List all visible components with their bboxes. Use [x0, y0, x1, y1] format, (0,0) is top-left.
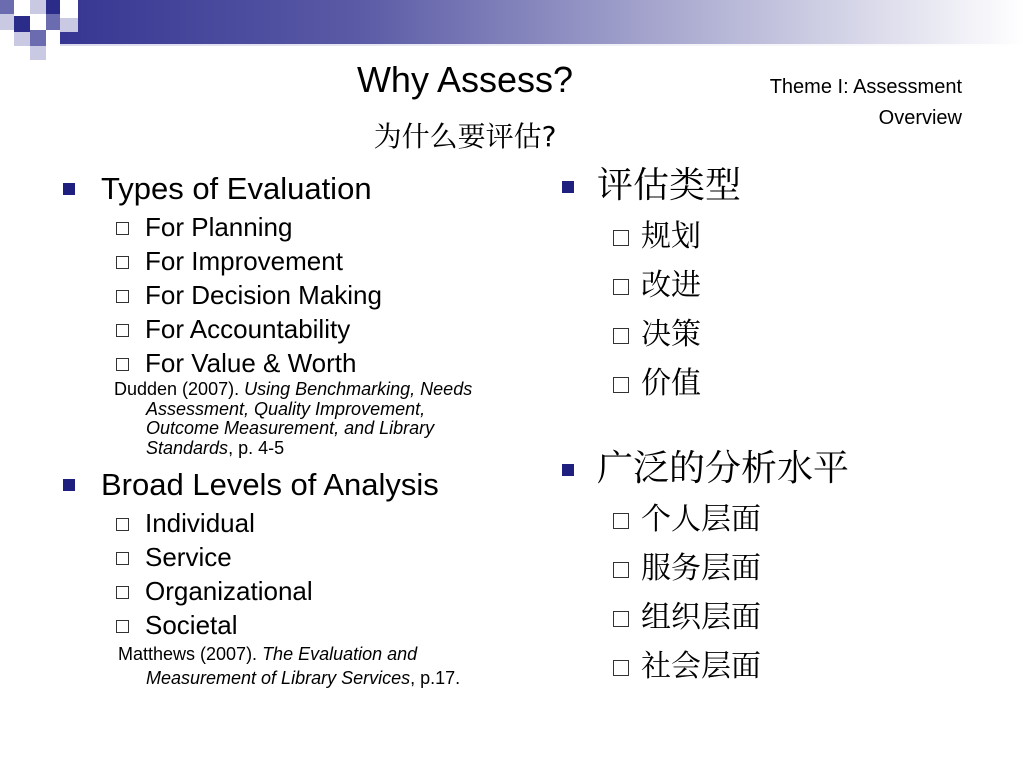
list-item — [556, 544, 976, 593]
hollow-box-bullet-icon — [613, 660, 629, 676]
hollow-box-bullet-icon — [116, 256, 129, 269]
hollow-box-bullet-icon — [116, 222, 129, 235]
hollow-box-bullet-icon — [613, 279, 629, 295]
theme-label-line2: Overview — [878, 107, 962, 129]
hollow-box-bullet-icon — [116, 358, 129, 371]
citation-author: Dudden (2007). — [114, 379, 245, 399]
list-item-text: 服务层面 — [641, 551, 761, 586]
list-item — [60, 608, 530, 642]
square-bullet-icon — [562, 181, 574, 193]
hollow-box-bullet-icon — [116, 586, 129, 599]
citation-title-line: Assessment, Quality Improvement, — [146, 398, 426, 419]
hollow-box-bullet-icon — [613, 562, 629, 578]
list-item-text: 个人层面 — [641, 502, 761, 537]
citation-title: The Evaluation and — [262, 644, 418, 664]
list-item-text: Societal — [145, 610, 238, 640]
list-item — [556, 359, 976, 408]
heading-text: 评估类型 — [597, 165, 742, 206]
theme-label — [702, 72, 962, 134]
square-bullet-icon — [63, 479, 75, 491]
list-item — [556, 593, 976, 642]
list-item — [556, 642, 976, 691]
right-column — [556, 160, 976, 691]
list-item — [556, 212, 976, 261]
dudden-citation — [60, 380, 530, 458]
list-item — [60, 506, 530, 540]
heading-text: Broad Levels of Analysis — [101, 467, 439, 502]
citation-title-line: Standards, p. 4-5 — [146, 437, 285, 458]
citation-title: Using Benchmarking, Needs — [244, 379, 473, 399]
list-item — [60, 244, 530, 278]
types-of-evaluation-heading — [60, 168, 530, 210]
hollow-box-bullet-icon — [116, 518, 129, 531]
citation-title-line: Measurement of Library Services, p.17. — [146, 668, 461, 688]
list-item — [556, 310, 976, 359]
citation-title-line: Outcome Measurement, and Library — [146, 418, 435, 438]
theme-label-line1: Theme I: Assessment — [769, 76, 962, 98]
matthews-citation — [60, 642, 530, 690]
hollow-box-bullet-icon — [116, 324, 129, 337]
hollow-box-bullet-icon — [613, 230, 629, 246]
list-item-text: Individual — [145, 508, 255, 538]
list-item-text: For Improvement — [145, 246, 343, 276]
analysis-levels-heading-zh — [556, 443, 976, 495]
list-item — [556, 261, 976, 310]
heading-text: 广泛的分析水平 — [597, 448, 850, 489]
list-item-text: For Accountability — [145, 314, 351, 344]
list-item — [60, 278, 530, 312]
list-item-text: Organizational — [145, 576, 313, 606]
hollow-box-bullet-icon — [613, 513, 629, 529]
header-banner-fade — [0, 44, 1024, 46]
broad-levels-heading — [60, 464, 530, 506]
list-item-text: For Planning — [145, 212, 293, 242]
hollow-box-bullet-icon — [613, 377, 629, 393]
list-item-text: For Value & Worth — [145, 348, 357, 378]
list-item — [60, 210, 530, 244]
list-item-text: 价值 — [641, 366, 701, 401]
heading-text: Types of Evaluation — [101, 171, 372, 206]
hollow-box-bullet-icon — [116, 620, 129, 633]
list-item-text: 改进 — [641, 268, 701, 303]
list-item-text: 决策 — [641, 317, 701, 352]
header-banner — [0, 0, 1024, 44]
list-item — [60, 312, 530, 346]
list-item-text: 规划 — [641, 219, 701, 254]
hollow-box-bullet-icon — [613, 611, 629, 627]
list-item-text: For Decision Making — [145, 280, 382, 310]
slide-title: Why Assess? — [356, 59, 574, 100]
list-item — [60, 346, 530, 380]
hollow-box-bullet-icon — [613, 328, 629, 344]
list-item — [60, 540, 530, 574]
citation-pages: , p.17. — [410, 668, 461, 688]
citation-pages: , p. 4-5 — [228, 437, 285, 458]
list-item-text: 组织层面 — [641, 600, 761, 635]
square-bullet-icon — [562, 464, 574, 476]
list-item-text: Service — [145, 542, 232, 572]
evaluation-types-heading-zh — [556, 160, 976, 212]
citation-author: Matthews (2007). — [118, 644, 263, 664]
hollow-box-bullet-icon — [116, 552, 129, 565]
list-item — [556, 495, 976, 544]
list-item-text: 社会层面 — [641, 649, 761, 684]
slide-subtitle: 为什么要评估? — [373, 120, 557, 153]
list-item — [60, 574, 530, 608]
square-bullet-icon — [63, 183, 75, 195]
hollow-box-bullet-icon — [116, 290, 129, 303]
left-column — [60, 168, 530, 690]
